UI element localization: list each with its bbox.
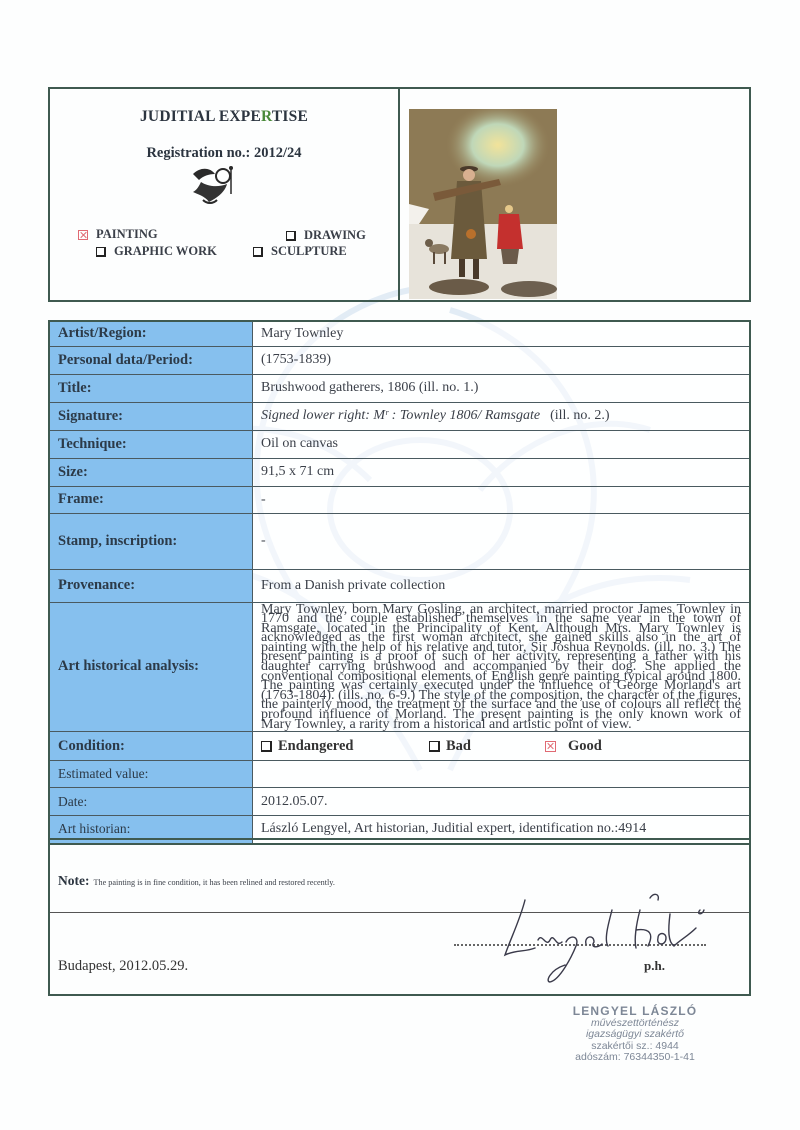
period-value: (1753-1839) bbox=[253, 346, 751, 374]
historian-value: László Lengyel, Art historian, Juditial expert, identification no.:4914 bbox=[253, 816, 751, 844]
category-label: GRAPHIC WORK bbox=[114, 244, 217, 258]
category-painting[interactable] bbox=[78, 227, 158, 242]
table-row bbox=[49, 430, 750, 458]
field-label: Estimated value: bbox=[49, 761, 253, 788]
table-row bbox=[49, 321, 750, 346]
condition-value bbox=[253, 732, 751, 761]
artist-value: Mary Townley bbox=[253, 321, 751, 346]
table-row bbox=[49, 513, 750, 569]
handwritten-signature-icon bbox=[490, 870, 720, 990]
signature-text: Signed lower right: Mʳ : Townley 1806/ Ramsgate bbox=[261, 408, 541, 423]
title-text-part: JUDITIAL EXPE bbox=[139, 108, 262, 125]
table-row bbox=[49, 374, 750, 402]
expert-stamp bbox=[540, 1006, 730, 1064]
field-label: Technique: bbox=[49, 430, 253, 458]
checkbox-empty-icon bbox=[261, 741, 272, 752]
field-label: Condition: bbox=[49, 732, 253, 761]
provenance-value: From a Danish private collection bbox=[253, 569, 751, 602]
table-row bbox=[49, 788, 750, 816]
note-text: The painting is in fine condition, it has been relined and restored recently. bbox=[93, 878, 335, 887]
winged-figure-emblem-icon bbox=[187, 164, 243, 206]
field-label: Size: bbox=[49, 458, 253, 486]
table-row bbox=[49, 402, 750, 430]
category-sculpture[interactable] bbox=[253, 244, 347, 259]
field-label: Personal data/Period: bbox=[49, 346, 253, 374]
category-label: SCULPTURE bbox=[271, 244, 347, 258]
signature-ill-ref: (ill. no. 2.) bbox=[550, 408, 610, 423]
checkbox-empty-icon bbox=[96, 247, 106, 257]
table-row bbox=[49, 602, 750, 732]
condition-option-label: Good bbox=[568, 737, 602, 754]
frame-value: - bbox=[253, 486, 751, 513]
table-row bbox=[49, 569, 750, 602]
document-title bbox=[50, 108, 398, 126]
note-box bbox=[48, 838, 751, 996]
stamp-name: LENGYEL LÁSZLÓ bbox=[572, 1004, 698, 1018]
registration-number: 2012/24 bbox=[254, 145, 302, 161]
condition-option-label: Endangered bbox=[278, 737, 354, 754]
place-date: Budapest, 2012.05.29. bbox=[58, 958, 189, 974]
estimated-value bbox=[253, 761, 751, 788]
title-value: Brushwood gatherers, 1806 (ill. no. 1.) bbox=[253, 374, 751, 402]
field-label: Stamp, inscription: bbox=[49, 513, 253, 569]
date-value: 2012.05.07. bbox=[253, 788, 751, 816]
field-label: Frame: bbox=[49, 486, 253, 513]
field-label: Art historical analysis: bbox=[49, 602, 253, 732]
registration-label: Registration no.: bbox=[146, 145, 251, 161]
title-text-part: TISE bbox=[271, 108, 309, 125]
note-label: Note: bbox=[58, 873, 90, 888]
title-text-part: R bbox=[261, 108, 272, 125]
checkbox-empty-icon bbox=[429, 741, 440, 752]
stamp-tax-number: adószám: 76344350-1-41 bbox=[575, 1051, 695, 1063]
checkbox-empty-icon bbox=[286, 231, 296, 241]
technique-value: Oil on canvas bbox=[253, 430, 751, 458]
field-label: Title: bbox=[49, 374, 253, 402]
category-label: PAINTING bbox=[96, 227, 158, 241]
field-label: Art historian: bbox=[49, 816, 253, 844]
header-left-panel bbox=[50, 89, 400, 300]
table-row bbox=[49, 458, 750, 486]
condition-good[interactable] bbox=[545, 738, 602, 755]
category-label: DRAWING bbox=[304, 228, 366, 242]
stamp-expert-number: szakértői sz.: 4944 bbox=[591, 1039, 679, 1052]
table-row bbox=[49, 761, 750, 788]
stamp-profession: művészettörténész bbox=[590, 1016, 680, 1029]
stamp-role: igazságügyi szakértő bbox=[585, 1028, 685, 1040]
stamp-value: - bbox=[253, 513, 751, 569]
checkbox-empty-icon bbox=[253, 247, 263, 257]
header-right-panel bbox=[400, 89, 749, 300]
condition-options bbox=[261, 738, 741, 755]
field-label: Date: bbox=[49, 788, 253, 816]
table-row bbox=[49, 486, 750, 513]
seal-label: p.h. bbox=[644, 958, 665, 973]
condition-option-label: Bad bbox=[446, 737, 471, 754]
registration-line bbox=[50, 145, 398, 162]
field-label: Artist/Region: bbox=[49, 321, 253, 346]
category-graphic-work[interactable] bbox=[96, 244, 217, 259]
painting-image bbox=[409, 109, 557, 299]
field-label: Signature: bbox=[49, 402, 253, 430]
size-value: 91,5 x 71 cm bbox=[253, 458, 751, 486]
analysis-value: Mary Townley, born Mary Gosling, an architect, married proctor James Townley in 1770 and the couple established themselves in the same year in the town of Ramsgate, located in the Principality of Kent. Although Mrs. Mary Townley is acknowledged as the first woman architect, she gained skills also in the art of painting with the help of his relative and tutor, Sir Joshua Reynolds. (ill. no. 3.) The present painting is a proof of such of her activity, representing a father with his daughter carrying brushwood and accompanied by their dog. She applied the conventional compositional elements of English genre painting typical around 1800. The painting was certainly executed under the influence of George Morland's art (1763-1804). (ills. no. 6-9.) The style of the composition, the character of the figures, the painterly mood, the treatment of the surface and the use of colours all reflect the profound influence of Morland. The present painting is the only known work of Mary Townley, a rarity from a historical and artistic point of view. bbox=[253, 602, 751, 732]
condition-bad[interactable] bbox=[429, 738, 545, 755]
header-box bbox=[48, 87, 751, 302]
signature-value bbox=[253, 402, 751, 430]
table-row bbox=[49, 346, 750, 374]
note bbox=[58, 873, 335, 889]
category-drawing[interactable] bbox=[286, 228, 366, 243]
checkbox-checked-icon bbox=[545, 741, 556, 752]
field-label: Provenance: bbox=[49, 569, 253, 602]
expertise-table bbox=[48, 320, 751, 845]
condition-endangered[interactable] bbox=[261, 738, 429, 755]
table-row bbox=[49, 732, 750, 761]
checkbox-checked-icon bbox=[78, 230, 88, 240]
